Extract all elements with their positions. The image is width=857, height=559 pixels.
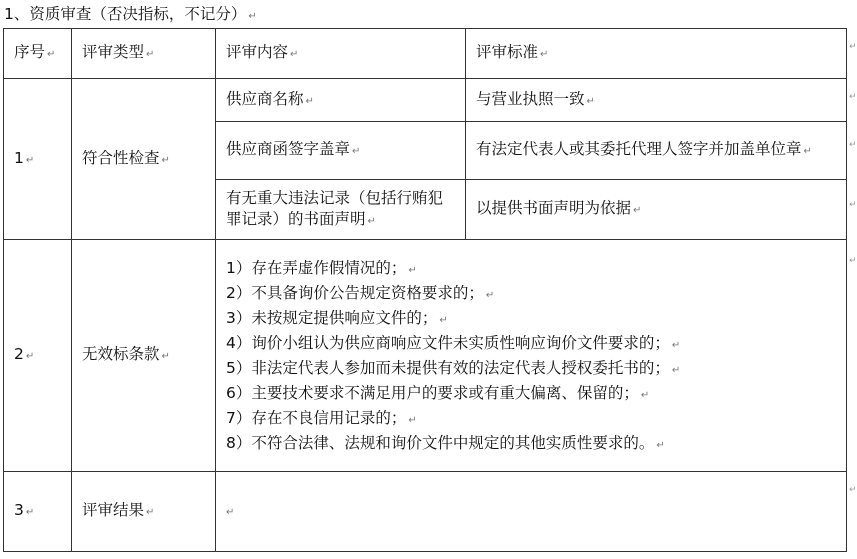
row-index-cell: 3 ↵: [4, 472, 72, 552]
paragraph-mark: ↵: [248, 11, 257, 22]
header-cell-standard: 评审标准 ↵: [466, 29, 847, 79]
table-row: [4, 472, 847, 552]
content-cell: 有无重大违法记录（包括行贿犯罪记录）的书面声明 ↵: [216, 180, 466, 240]
row-end-mark: ↵: [849, 485, 857, 495]
qualification-review-table: [3, 28, 847, 552]
row-end-mark: ↵: [849, 256, 857, 266]
list-item: 5）非法定代表人参加而未提供有效的法定代表人授权委托书的； ↵: [226, 358, 681, 377]
row-end-mark: ↵: [849, 200, 857, 210]
standard-cell: 以提供书面声明为依据 ↵: [466, 180, 847, 240]
list-item: 3）未按规定提供响应文件的； ↵: [226, 308, 448, 327]
row-type-cell: 无效标条款 ↵: [72, 240, 216, 472]
table-row: [4, 240, 847, 472]
row-index-cell: 2 ↵: [4, 240, 72, 472]
row-type-cell: 符合性检查 ↵: [72, 79, 216, 240]
header-cell-content: 评审内容 ↵: [216, 29, 466, 79]
header-cell-index: 序号 ↵: [4, 29, 72, 79]
row-index-cell: 1 ↵: [4, 79, 72, 240]
list-item: 8）不符合法律、法规和询价文件中规定的其他实质性要求的。 ↵: [226, 433, 665, 452]
row-end-mark: ↵: [849, 42, 857, 52]
table-header-row: [4, 29, 847, 79]
list-item: 6）主要技术要求不满足用户的要求或有重大偏离、保留的； ↵: [226, 383, 650, 402]
list-item: 2）不具备询价公告规定资格要求的； ↵: [226, 283, 495, 302]
content-cell: 供应商名称 ↵: [216, 79, 466, 122]
invalid-bid-clauses-cell: [216, 240, 847, 472]
list-item: 7）存在不良信用记录的； ↵: [226, 408, 417, 427]
content-cell: 供应商函签字盖章 ↵: [216, 122, 466, 180]
row-end-mark: ↵: [849, 92, 857, 102]
standard-cell: 与营业执照一致 ↵: [466, 79, 847, 122]
section-heading-text: 1、资质审查（否决指标，不记分）: [4, 5, 247, 23]
row-type-cell: 评审结果 ↵: [72, 472, 216, 552]
review-result-cell: ↵: [216, 472, 847, 552]
list-item: 1）存在弄虚作假情况的； ↵: [226, 258, 417, 277]
row-end-mark: ↵: [849, 140, 857, 150]
standard-cell: 有法定代表人或其委托代理人签字并加盖单位章 ↵: [466, 122, 847, 180]
table-row: [4, 79, 847, 122]
section-heading: [4, 4, 257, 27]
header-cell-type: 评审类型 ↵: [72, 29, 216, 79]
list-item: 4）询价小组认为供应商响应文件未实质性响应询价文件要求的； ↵: [226, 333, 681, 352]
